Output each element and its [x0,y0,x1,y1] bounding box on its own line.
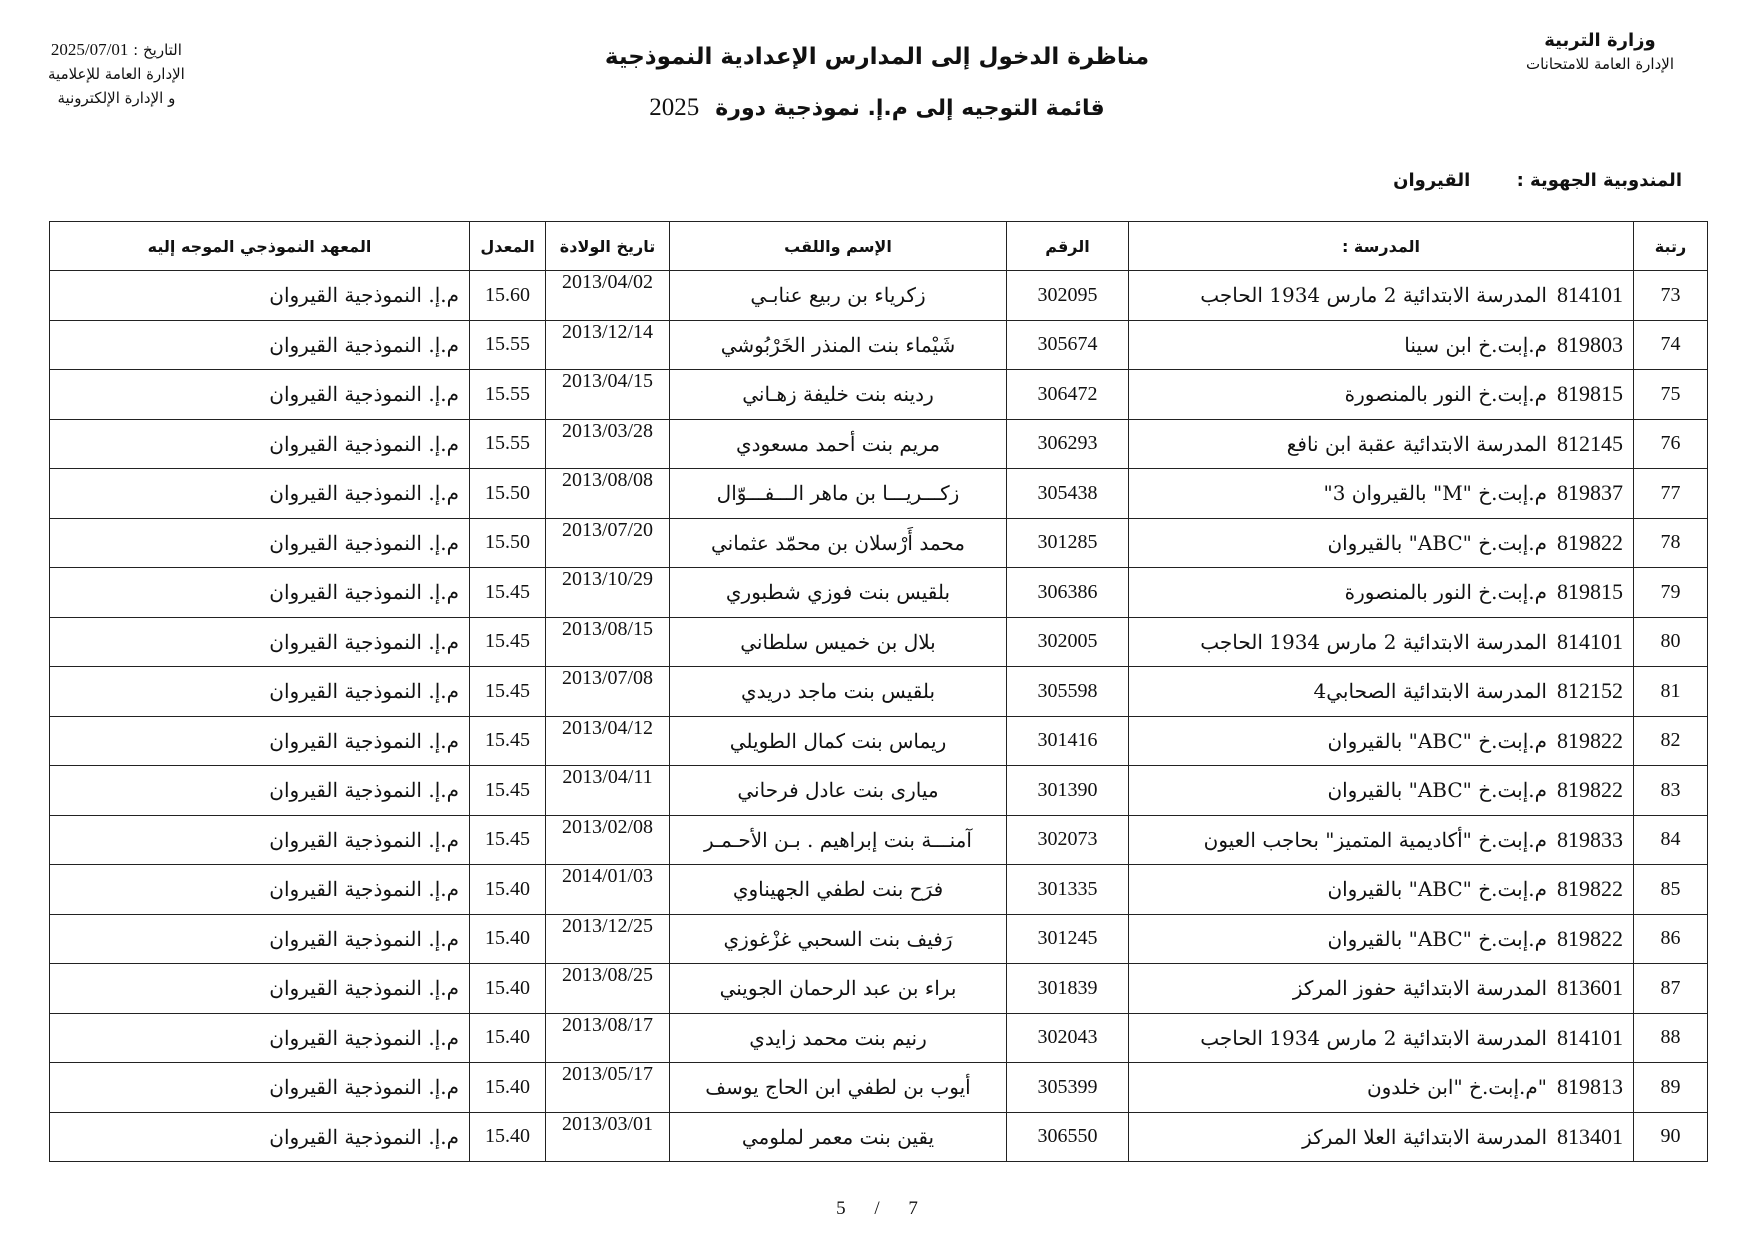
cell-school-code: 814101 [1557,628,1623,654]
cell-name: رَفيف بنت السحبي غزْغوزي [670,914,1007,964]
cell-school [1129,914,1634,964]
col-header-dob: تاريخ الولادة [546,222,670,271]
cell-school-name: المدرسة الابتدائية 2 مارس 1934 الحاجب [1200,629,1547,654]
dept-line-2: و الإدارة الإلكترونية [57,89,176,107]
document-title: مناظرة الدخول إلى المدارس الإعدادية النموذجية [604,44,1150,70]
cell-institute: م.إ. النموذجية القيروان [50,914,470,964]
cell-school-name: المدرسة الابتدائية الصحابي4 [1313,679,1547,704]
page-total: 7 [908,1198,918,1219]
cell-name: يقين بنت معمر لملومي [670,1112,1007,1162]
table-row [50,518,1708,568]
cell-rank: 87 [1634,964,1708,1014]
cell-school-name: م.إبت.خ "ABC" بالقيروان [1327,877,1547,902]
cell-avg: 15.45 [470,617,546,667]
cell-school-code: 819833 [1557,826,1623,852]
cell-name: براء بن عبد الرحمان الجويني [670,964,1007,1014]
cell-rank: 86 [1634,914,1708,964]
cell-school [1129,370,1634,420]
cell-institute: م.إ. النموذجية القيروان [50,1063,470,1113]
cell-number: 301390 [1007,766,1129,816]
cell-dob: 2013/08/08 [546,469,670,519]
cell-school-code: 812145 [1557,430,1623,456]
regional-value: القيروان [1393,170,1471,191]
cell-school-name: م.إبت.خ النور بالمنصورة [1344,580,1547,605]
cell-rank: 76 [1634,419,1708,469]
cell-school-name: م.إبت.خ "ABC" بالقيروان [1327,530,1547,555]
cell-dob: 2013/04/15 [546,370,670,420]
cell-school-name: المدرسة الابتدائية 2 مارس 1934 الحاجب [1200,1025,1547,1050]
date-value: 2025/07/01 [50,40,129,59]
cell-institute: م.إ. النموذجية القيروان [50,1112,470,1162]
cell-school-name: المدرسة الابتدائية 2 مارس 1934 الحاجب [1200,283,1547,308]
cell-number: 305598 [1007,667,1129,717]
table-row [50,1112,1708,1162]
cell-school [1129,568,1634,618]
cell-school [1129,964,1634,1014]
table-row [50,914,1708,964]
table-header-row [50,222,1708,271]
cell-dob: 2013/12/25 [546,914,670,964]
cell-rank: 81 [1634,667,1708,717]
cell-school-name: م.إبت.خ "M" بالقيروان 3" [1323,481,1547,506]
table-row [50,815,1708,865]
cell-dob: 2013/08/15 [546,617,670,667]
table-row [50,1063,1708,1113]
cell-name: ميارى بنت عادل فرحاني [670,766,1007,816]
cell-institute: م.إ. النموذجية القيروان [50,320,470,370]
cell-name: ردينه بنت خليفة زهـاني [670,370,1007,420]
cell-school [1129,617,1634,667]
cell-school [1129,320,1634,370]
cell-name: رنيم بنت محمد زايدي [670,1013,1007,1063]
cell-school-code: 813401 [1557,1123,1623,1149]
cell-dob: 2013/12/14 [546,320,670,370]
cell-school-code: 812152 [1557,678,1623,704]
cell-name: بلال بن خميس سلطاني [670,617,1007,667]
col-header-name: الإسم واللقب [670,222,1007,271]
cell-institute: م.إ. النموذجية القيروان [50,766,470,816]
cell-rank: 83 [1634,766,1708,816]
cell-number: 306472 [1007,370,1129,420]
cell-school-name: م.إبت.خ ابن سينا [1404,332,1547,357]
cell-school-code: 813601 [1557,975,1623,1001]
cell-avg: 15.50 [470,518,546,568]
cell-name: بلقيس بنت ماجد دريدي [670,667,1007,717]
cell-rank: 75 [1634,370,1708,420]
cell-school [1129,815,1634,865]
cell-rank: 79 [1634,568,1708,618]
cell-school-name: المدرسة الابتدائية عقبة ابن نافع [1286,431,1547,456]
cell-school [1129,716,1634,766]
table-row [50,766,1708,816]
cell-school-code: 819815 [1557,579,1623,605]
cell-number: 306293 [1007,419,1129,469]
cell-avg: 15.45 [470,667,546,717]
cell-dob: 2013/05/17 [546,1063,670,1113]
cell-avg: 15.40 [470,914,546,964]
cell-rank: 78 [1634,518,1708,568]
cell-avg: 15.45 [470,568,546,618]
subtitle-year: 2025 [649,94,700,121]
cell-institute: م.إ. النموذجية القيروان [50,271,470,321]
cell-dob: 2014/01/03 [546,865,670,915]
cell-institute: م.إ. النموذجية القيروان [50,469,470,519]
cell-name: زكـــريـــا بن ماهر الـــفـــوّال [670,469,1007,519]
cell-number: 301245 [1007,914,1129,964]
orientation-table [49,221,1708,1162]
cell-rank: 85 [1634,865,1708,915]
cell-institute: م.إ. النموذجية القيروان [50,370,470,420]
cell-dob: 2013/02/08 [546,815,670,865]
cell-name: أيوب بن لطفي ابن الحاج يوسف [670,1063,1007,1113]
cell-avg: 15.40 [470,1112,546,1162]
cell-dob: 2013/08/17 [546,1013,670,1063]
cell-school [1129,419,1634,469]
cell-school-code: 819822 [1557,876,1623,902]
cell-number: 302073 [1007,815,1129,865]
cell-name: فرَح بنت لطفي الجهيناوي [670,865,1007,915]
cell-avg: 15.55 [470,419,546,469]
cell-school [1129,518,1634,568]
cell-number: 302005 [1007,617,1129,667]
cell-number: 302095 [1007,271,1129,321]
cell-school-name: المدرسة الابتدائية حفوز المركز [1292,976,1547,1001]
cell-school [1129,766,1634,816]
cell-school [1129,469,1634,519]
cell-dob: 2013/03/01 [546,1112,670,1162]
cell-school [1129,1013,1634,1063]
directorate-name: الإدارة العامة للامتحانات [1525,55,1674,73]
cell-name: آمنـــة بنت إبراهيم . بـن الأحـمـر [670,815,1007,865]
cell-dob: 2013/08/25 [546,964,670,1014]
table-row [50,320,1708,370]
document-subtitle [0,94,1754,122]
ministry-name: وزارة التربية [1544,30,1656,51]
cell-school [1129,667,1634,717]
cell-avg: 15.40 [470,964,546,1014]
cell-institute: م.إ. النموذجية القيروان [50,518,470,568]
table-row [50,271,1708,321]
col-header-institute: المعهد النموذجي الموجه إليه [50,222,470,271]
cell-rank: 90 [1634,1112,1708,1162]
cell-avg: 15.45 [470,716,546,766]
dept-line-1: الإدارة العامة للإعلامية [48,65,185,83]
cell-school-code: 819822 [1557,727,1623,753]
cell-number: 306550 [1007,1112,1129,1162]
cell-school-code: 819815 [1557,381,1623,407]
cell-dob: 2013/10/29 [546,568,670,618]
cell-avg: 15.45 [470,766,546,816]
cell-school-name: م.إبت.خ "ABC" بالقيروان [1327,926,1547,951]
cell-school-name: م.إبت.خ النور بالمنصورة [1344,382,1547,407]
cell-dob: 2013/03/28 [546,419,670,469]
table-row [50,469,1708,519]
table-row [50,370,1708,420]
table-row [50,964,1708,1014]
cell-school-code: 819822 [1557,529,1623,555]
cell-number: 301285 [1007,518,1129,568]
cell-name: ريماس بنت كمال الطويلي [670,716,1007,766]
cell-number: 301335 [1007,865,1129,915]
col-header-rank: رتبة [1634,222,1708,271]
regional-label: المندوبية الجهوية : [1516,170,1682,191]
cell-institute: م.إ. النموذجية القيروان [50,568,470,618]
cell-dob: 2013/07/08 [546,667,670,717]
page-current: 5 [836,1198,846,1219]
cell-name: مريم بنت أحمد مسعودي [670,419,1007,469]
cell-school [1129,1063,1634,1113]
cell-school-code: 819837 [1557,480,1623,506]
cell-dob: 2013/04/12 [546,716,670,766]
cell-dob: 2013/04/02 [546,271,670,321]
cell-institute: م.إ. النموذجية القيروان [50,865,470,915]
cell-school-code: 814101 [1557,282,1623,308]
cell-rank: 84 [1634,815,1708,865]
cell-number: 301839 [1007,964,1129,1014]
cell-institute: م.إ. النموذجية القيروان [50,1013,470,1063]
cell-school-code: 819813 [1557,1074,1623,1100]
cell-rank: 89 [1634,1063,1708,1113]
cell-rank: 74 [1634,320,1708,370]
table-body [50,271,1708,1162]
cell-school-code: 819803 [1557,331,1623,357]
cell-institute: م.إ. النموذجية القيروان [50,964,470,1014]
page-separator: / [874,1198,880,1219]
col-header-school: المدرسة : [1129,222,1634,271]
cell-school-code: 819822 [1557,925,1623,951]
cell-school-name: م.إبت.خ "ABC" بالقيروان [1327,728,1547,753]
regional-office [1393,170,1682,191]
cell-school-name: المدرسة الابتدائية العلا المركز [1302,1124,1547,1149]
cell-avg: 15.40 [470,1063,546,1113]
cell-avg: 15.50 [470,469,546,519]
date-label: التاريخ : [133,41,182,59]
cell-school-name: "م.إبت.خ "ابن خلدون [1366,1075,1547,1100]
col-header-avg: المعدل [470,222,546,271]
cell-name: محمد أَرْسلان بن محمّد عثماني [670,518,1007,568]
cell-number: 305674 [1007,320,1129,370]
cell-rank: 77 [1634,469,1708,519]
page-number [0,1198,1754,1220]
cell-school-name: م.إبت.خ "أكاديمية المتميز" بحاجب العيون [1203,827,1547,852]
cell-school [1129,271,1634,321]
cell-institute: م.إ. النموذجية القيروان [50,815,470,865]
table-row [50,1013,1708,1063]
table-row [50,716,1708,766]
table-row [50,419,1708,469]
cell-name: زكرياء بن ربيع عنابـي [670,271,1007,321]
cell-institute: م.إ. النموذجية القيروان [50,617,470,667]
cell-avg: 15.40 [470,865,546,915]
cell-rank: 80 [1634,617,1708,667]
col-header-number: الرقم [1007,222,1129,271]
cell-number: 306386 [1007,568,1129,618]
table-row [50,617,1708,667]
cell-avg: 15.60 [470,271,546,321]
table-row [50,667,1708,717]
cell-name: بلقيس بنت فوزي شطبوري [670,568,1007,618]
table-row [50,568,1708,618]
cell-institute: م.إ. النموذجية القيروان [50,419,470,469]
cell-dob: 2013/07/20 [546,518,670,568]
cell-rank: 73 [1634,271,1708,321]
table-row [50,865,1708,915]
subtitle-text: قائمة التوجيه إلى م.إ. نموذجية دورة [715,96,1105,121]
cell-avg: 15.40 [470,1013,546,1063]
cell-school-name: م.إبت.خ "ABC" بالقيروان [1327,778,1547,803]
cell-avg: 15.55 [470,320,546,370]
cell-school-code: 819822 [1557,777,1623,803]
cell-avg: 15.45 [470,815,546,865]
cell-school [1129,1112,1634,1162]
cell-number: 302043 [1007,1013,1129,1063]
cell-number: 305438 [1007,469,1129,519]
cell-number: 301416 [1007,716,1129,766]
cell-school-code: 814101 [1557,1024,1623,1050]
cell-school [1129,865,1634,915]
cell-rank: 88 [1634,1013,1708,1063]
cell-institute: م.إ. النموذجية القيروان [50,667,470,717]
cell-avg: 15.55 [470,370,546,420]
cell-name: شَيْماء بنت المنذر الخَرْبُوشي [670,320,1007,370]
cell-institute: م.إ. النموذجية القيروان [50,716,470,766]
cell-rank: 82 [1634,716,1708,766]
cell-number: 305399 [1007,1063,1129,1113]
cell-dob: 2013/04/11 [546,766,670,816]
